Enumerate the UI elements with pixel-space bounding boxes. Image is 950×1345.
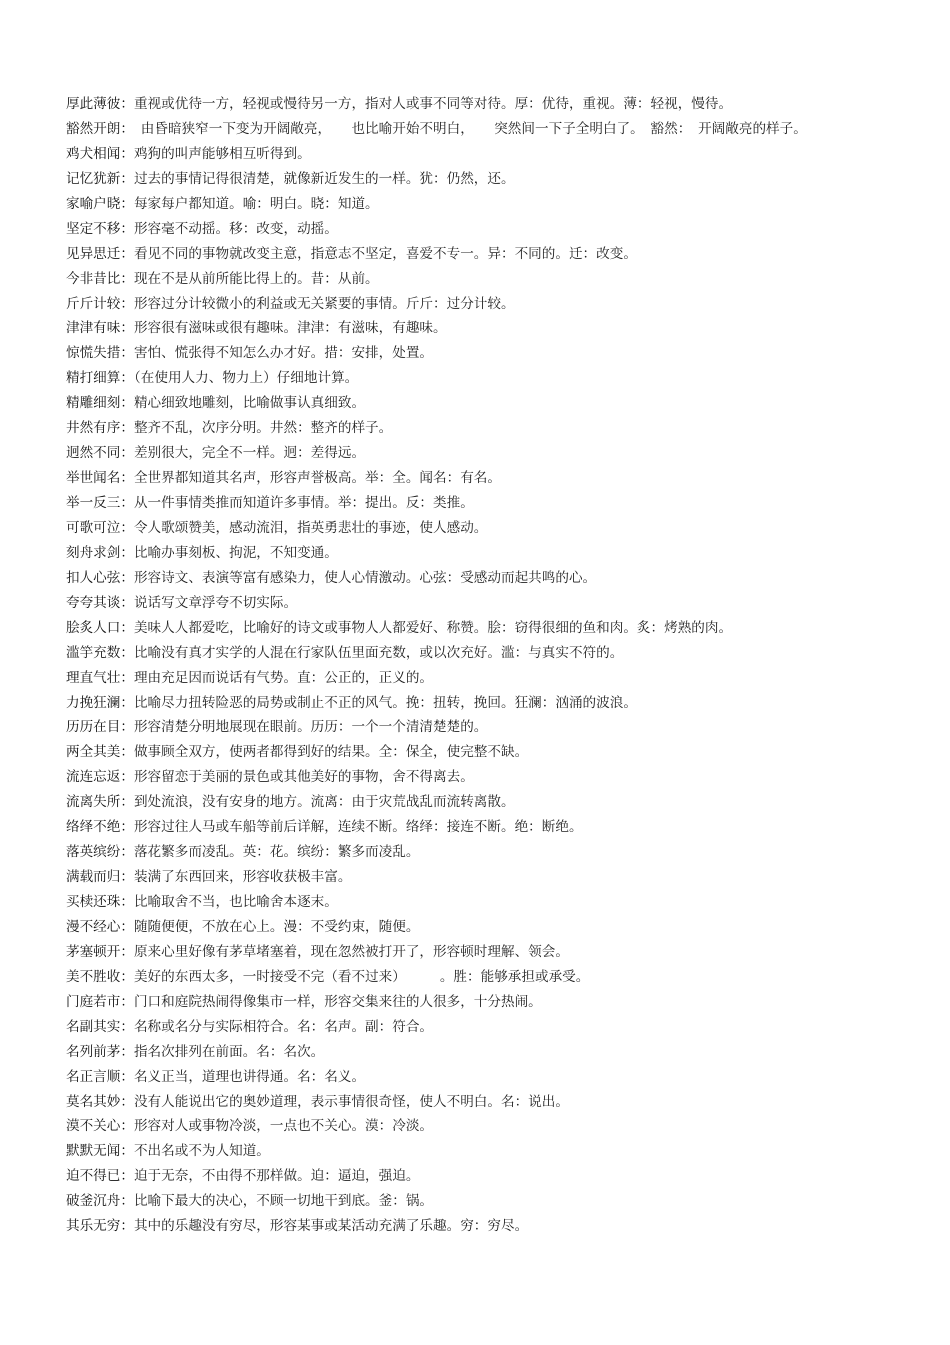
idiom-term: 破釜沉舟：	[66, 1193, 134, 1210]
idiom-definition: 名称或名分与实际相符合。名：名声。副：符合。	[133, 1018, 434, 1035]
idiom-entry	[66, 391, 926, 416]
idiom-entry	[66, 940, 926, 965]
idiom-definition: 形容诗文、表演等富有感染力，使人心情激动。心弦：受感动而起共鸣的心。	[133, 569, 597, 586]
idiom-term: 豁然开朗：	[66, 120, 128, 137]
idiom-entry	[66, 591, 926, 616]
idiom-definition: 令人歌颂赞美，感动流泪，指英勇悲壮的事迹，使人感动。	[133, 519, 488, 536]
idiom-definition: 形容毫不动摇。移：改变，动摇。	[133, 220, 338, 237]
idiom-term: 今非昔比：	[66, 270, 134, 287]
idiom-term: 漠不关心：	[66, 1118, 134, 1135]
idiom-definition: 美好的东西太多，一时接受不完（看不过来） 。胜：能够承担或承受。	[133, 968, 590, 985]
idiom-entry	[66, 1214, 926, 1239]
idiom-term: 历历在目：	[66, 719, 134, 736]
idiom-definition: 看见不同的事物就改变主意，指意志不坚定，喜爱不专一。异：不同的。迁：改变。	[133, 245, 637, 262]
idiom-entry	[66, 1040, 926, 1065]
idiom-entry	[66, 292, 926, 317]
idiom-term: 井然有序：	[66, 420, 134, 437]
idiom-definition: 做事顾全双方，使两者都得到好的结果。全：保全，使完整不缺。	[133, 744, 529, 761]
idiom-entry	[66, 441, 926, 466]
idiom-term: 见异思迁：	[66, 245, 134, 262]
idiom-entry	[66, 242, 926, 267]
idiom-entry	[66, 765, 926, 790]
idiom-definition: 到处流浪，没有安身的地方。流离：由于灾荒战乱而流转离散。	[133, 794, 515, 811]
idiom-definition: 其中的乐趣没有穷尽，形容某事或某活动充满了乐趣。穷：穷尽。	[133, 1218, 529, 1235]
idiom-definition: 比喻下最大的决心，不顾一切地干到底。釜：锅。	[133, 1193, 434, 1210]
idiom-definition: 门口和庭院热闹得像集市一样，形容交集来往的人很多，十分热闹。	[133, 993, 542, 1010]
idiom-entry	[66, 92, 926, 117]
idiom-definition: 没有人能说出它的奥妙道理，表示事情很奇怪，使人不明白。名：说出。	[133, 1093, 569, 1110]
idiom-term: 漫不经心：	[66, 918, 134, 935]
idiom-term: 可歌可泣：	[66, 519, 134, 536]
idiom-definition: 鸡狗的叫声能够相互听得到。	[133, 145, 311, 162]
idiom-definition: 害怕、慌张得不知怎么办才好。措：安排，处置。	[133, 345, 434, 362]
idiom-definition: 说话写文章浮夸不切实际。	[133, 594, 298, 611]
idiom-entry	[66, 167, 926, 192]
idiom-entry	[66, 1164, 926, 1189]
idiom-entry	[66, 815, 926, 840]
idiom-term: 其乐无穷：	[66, 1218, 134, 1235]
idiom-term: 名正言顺：	[66, 1068, 134, 1085]
idiom-definition: 精心细致地雕刻，比喻做事认真细致。	[133, 395, 366, 412]
idiom-entry	[66, 1189, 926, 1214]
idiom-definition: 名义正当，道理也讲得通。名：名义。	[133, 1068, 366, 1085]
idiom-definition: 差别很大，完全不一样。迥：差得远。	[133, 445, 366, 462]
idiom-entry	[66, 566, 926, 591]
idiom-entry	[66, 1065, 926, 1090]
idiom-entry	[66, 192, 926, 217]
idiom-entry	[66, 466, 926, 491]
idiom-entry	[66, 616, 926, 641]
idiom-term: 津津有味：	[66, 320, 134, 337]
idiom-term: 美不胜收：	[66, 968, 134, 985]
idiom-entry	[66, 341, 926, 366]
idiom-term: 两全其美：	[66, 744, 134, 761]
idiom-term: 记忆犹新：	[66, 170, 134, 187]
idiom-entry	[66, 890, 926, 915]
idiom-definition: 重视或优待一方，轻视或慢待另一方，指对人或事不同等对待。厚：优待，重视。薄：轻视，慢待。	[133, 96, 733, 112]
idiom-entry	[66, 1139, 926, 1164]
idiom-term: 门庭若市：	[66, 993, 134, 1010]
idiom-definition: 整齐不乱，次序分明。井然：整齐的样子。	[133, 420, 393, 437]
idiom-term: 默默无闻：	[66, 1143, 134, 1160]
idiom-definition: 迫于无奈，不由得不那样做。迫：逼迫，强迫。	[133, 1168, 420, 1185]
idiom-entry	[66, 1090, 926, 1115]
idiom-term: 买椟还珠：	[66, 894, 134, 910]
idiom-definition: 每家每户都知道。喻：明白。晓：知道。	[133, 195, 379, 212]
idiom-definition: 形容过往人马或车船等前后详解，连续不断。络绎：接连不断。绝：断绝。	[133, 819, 583, 836]
idiom-term: 流连忘返：	[66, 769, 134, 786]
idiom-entry	[66, 316, 926, 341]
idiom-definition: （在使用人力、物力上）仔细地计算。	[133, 370, 359, 387]
idiom-term: 名列前茅：	[66, 1043, 134, 1060]
idiom-definition: 形容留恋于美丽的景色或其他美好的事物，舍不得离去。	[133, 769, 474, 786]
idiom-entry	[66, 790, 926, 815]
idiom-definition: 形容清楚分明地展现在眼前。历历：一个一个清清楚楚的。	[133, 719, 488, 736]
idiom-entry	[66, 1015, 926, 1040]
idiom-entry	[66, 541, 926, 566]
idiom-term: 名副其实：	[66, 1018, 134, 1035]
idiom-term: 斤斤计较：	[66, 295, 134, 312]
idiom-entry	[66, 1114, 926, 1139]
idiom-definition: 装满了东西回来，形容收获极丰富。	[133, 869, 352, 886]
idiom-term: 理直气壮：	[66, 669, 134, 686]
idiom-term: 满载而归：	[66, 869, 134, 886]
idiom-definition: 形容很有滋味或很有趣味。津津：有滋味，有趣味。	[133, 320, 447, 337]
idiom-term: 扣人心弦：	[66, 569, 134, 586]
idiom-term: 络绎不绝：	[66, 819, 134, 836]
idiom-definition: 全世界都知道其名声，形容声誉极高。举：全。闻名：有名。	[133, 470, 501, 487]
idiom-term: 刻舟求剑：	[66, 544, 134, 561]
idiom-entry	[66, 416, 926, 441]
idiom-entry	[66, 491, 926, 516]
idiom-entry	[66, 267, 926, 292]
idiom-term: 落英缤纷：	[66, 844, 134, 861]
idiom-entry	[66, 217, 926, 242]
idiom-definition: 比喻办事刻板、拘泥，不知变通。	[133, 544, 338, 561]
idiom-entry	[66, 641, 926, 666]
idiom-term: 力挽狂澜：	[66, 694, 134, 711]
idiom-definition: 美味人人都爱吃，比喻好的诗文或事物人人都爱好、称赞。脍：窃得很细的鱼和肉。炙：烤熟的肉。	[133, 619, 733, 636]
idiom-definition: 随随便便，不放在心上。漫：不受约束，随便。	[133, 918, 420, 935]
idiom-term: 莫名其妙：	[66, 1093, 134, 1110]
idiom-entry	[66, 142, 926, 167]
idiom-term: 脍炙人口：	[66, 619, 134, 636]
idiom-entry	[66, 516, 926, 541]
idiom-term: 惊慌失措：	[66, 345, 134, 362]
idiom-definition: 过去的事情记得很清楚，就像新近发生的一样。犹：仍然，还。	[133, 170, 515, 187]
idiom-term: 家喻户晓：	[66, 195, 134, 212]
idiom-term: 迫不得已：	[66, 1168, 134, 1185]
idiom-entry	[66, 666, 926, 691]
idiom-definition: 理由充足因而说话有气势。直：公正的，正义的。	[133, 669, 434, 686]
idiom-entry	[66, 366, 926, 391]
idiom-entry	[66, 740, 926, 765]
idiom-entry	[66, 915, 926, 940]
idiom-definition: 落花繁多而凌乱。英：花。缤纷：繁多而凌乱。	[133, 844, 420, 861]
idiom-term: 坚定不移：	[66, 220, 134, 237]
idiom-entry	[66, 691, 926, 716]
idiom-entry	[66, 965, 926, 990]
idiom-entry	[66, 840, 926, 865]
idiom-definition: 形容对人或事物冷淡，一点也不关心。漠：冷淡。	[133, 1118, 434, 1135]
idiom-definition: 现在不是从前所能比得上的。昔：从前。	[133, 270, 379, 287]
idiom-entry	[66, 865, 926, 890]
idiom-term: 流离失所：	[66, 794, 134, 811]
idiom-definition: 比喻没有真才实学的人混在行家队伍里面充数，或以次充好。滥：与真实不符的。	[133, 644, 624, 661]
idiom-definition: 不出名或不为人知道。	[133, 1143, 270, 1160]
idiom-list	[66, 92, 926, 1239]
idiom-definition: 由昏暗狭窄一下变为开阔敞亮， 也比喻开始不明白， 突然间一下子全明白了。 豁然： 开阔敞亮的样子。	[127, 120, 807, 137]
idiom-term: 精打细算：	[66, 370, 134, 387]
idiom-term: 迥然不同：	[66, 445, 134, 462]
idiom-definition: 比喻尽力扭转险恶的局势或制止不正的风气。挽：扭转，挽回。狂澜：汹涌的波浪。	[133, 694, 637, 711]
idiom-term: 茅塞顿开：	[66, 943, 134, 960]
idiom-entry	[66, 117, 926, 142]
idiom-entry	[66, 715, 926, 740]
idiom-entry	[66, 990, 926, 1015]
idiom-term: 举世闻名：	[66, 470, 134, 487]
idiom-definition: 指名次排列在前面。名：名次。	[133, 1043, 325, 1060]
idiom-term: 滥竽充数：	[66, 644, 134, 661]
idiom-term: 夸夸其谈：	[66, 594, 134, 611]
idiom-definition: 比喻取舍不当，也比喻舍本逐末。	[133, 894, 338, 910]
idiom-definition: 从一件事情类推而知道许多事情。举：提出。反：类推。	[133, 495, 474, 511]
idiom-definition: 形容过分计较微小的利益或无关紧要的事情。斤斤：过分计较。	[133, 295, 515, 312]
idiom-term: 精雕细刻：	[66, 395, 134, 412]
idiom-term: 举一反三：	[66, 495, 134, 511]
idiom-term: 厚此薄彼：	[66, 96, 134, 112]
idiom-term: 鸡犬相闻：	[66, 145, 134, 162]
idiom-definition: 原来心里好像有茅草堵塞着，现在忽然被打开了，形容顿时理解、领会。	[133, 943, 569, 960]
